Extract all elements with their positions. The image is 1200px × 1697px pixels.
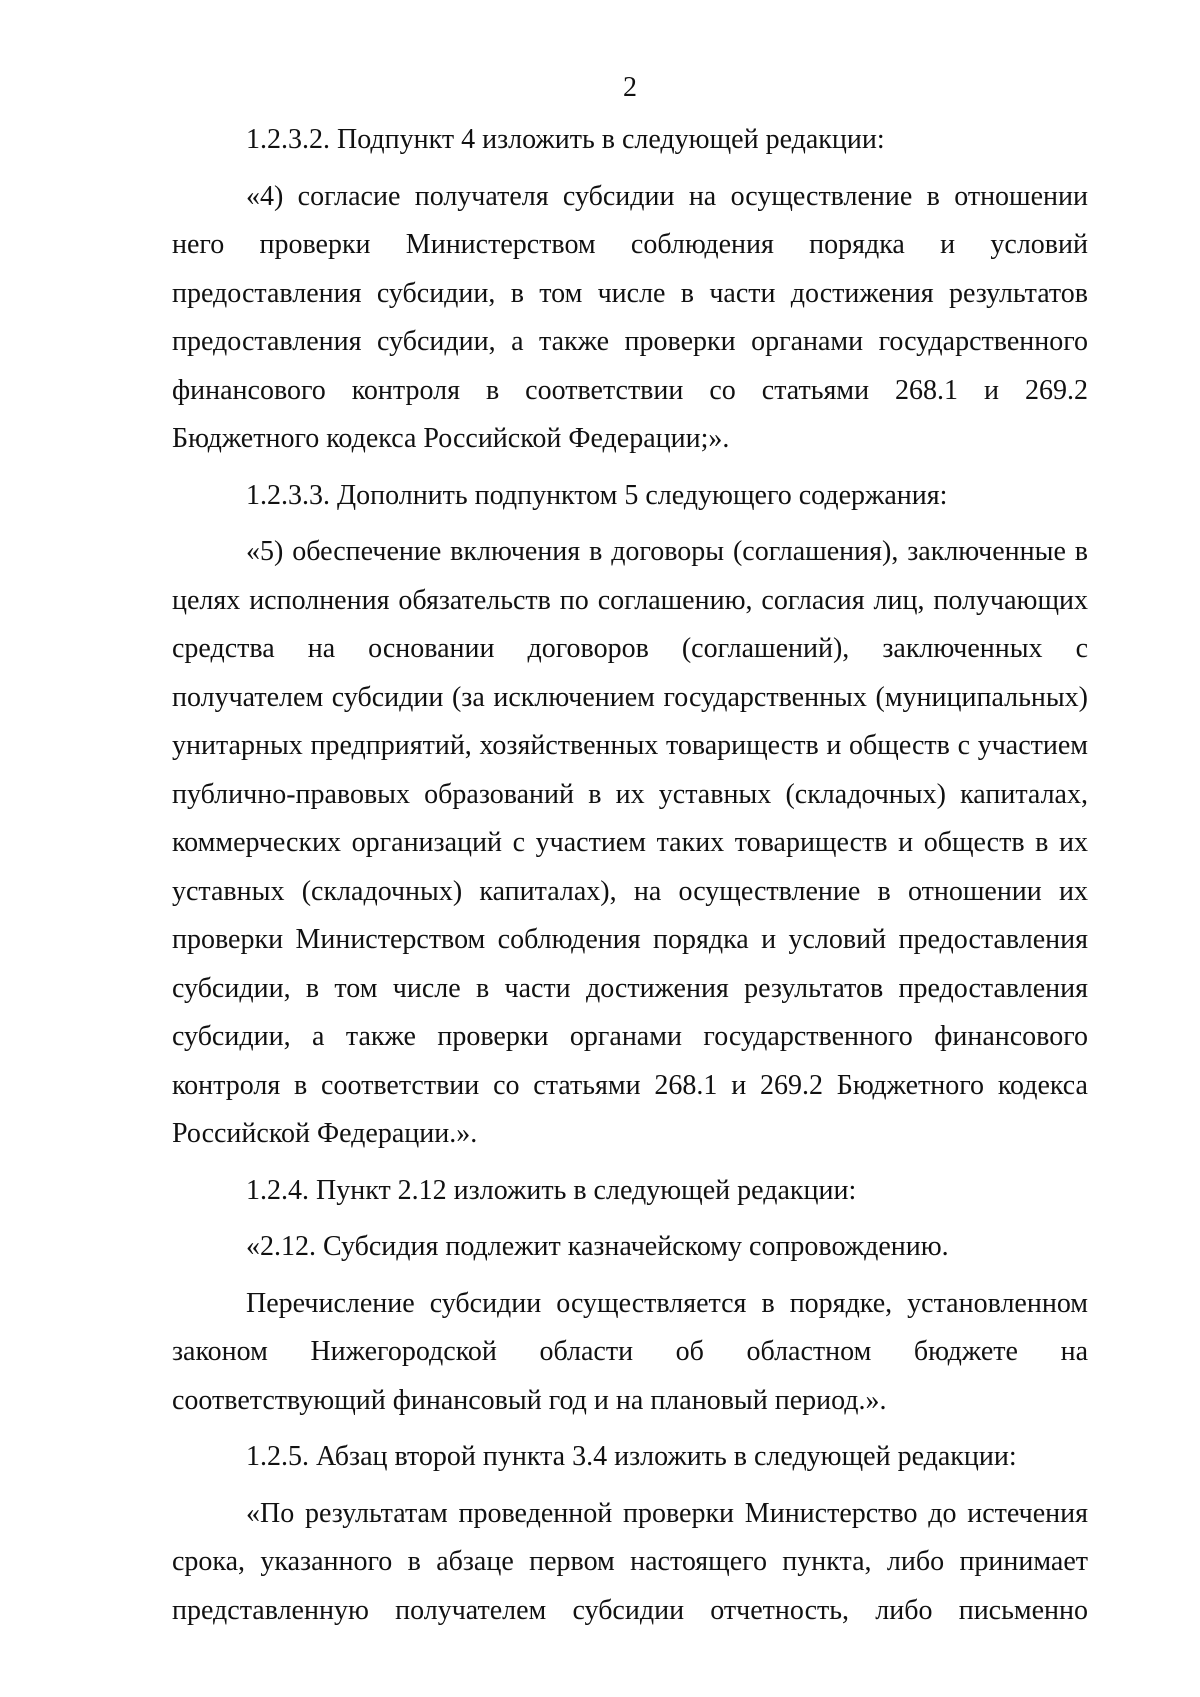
paragraph-2-12: «2.12. Субсидия подлежит казначейскому сопровождению. (246, 1231, 949, 1262)
paragraph-1-2-3-2: 1.2.3.2. Подпункт 4 изложить в следующей редакции: (246, 124, 885, 155)
paragraph-1-2-4: 1.2.4. Пункт 2.12 изложить в следующей редакции: (246, 1174, 857, 1206)
paragraph-transfer: Перечисление субсидии осуществляется в порядке, установленном законом Нижегородской области об областном бюджете на соответствующий финансовый год и на плановый период.». (172, 1287, 1088, 1416)
paragraph-1-2-3-3: 1.2.3.3. Дополнить подпунктом 5 следующего содержания: (246, 479, 948, 511)
paragraph-subitem-4: «4) согласие получателя субсидии на осуществление в отношении него проверки Министерством соблюдения порядка и условий предоставления субсидии, в том числе в части достижения результатов предоставления субсидии, а также проверки органами государственного финансового контроля в соответствии со статьями 268.1 и 269.2 Бюджетного кодекса Российской Федерации;». (172, 180, 1088, 454)
paragraph-1-2-5: 1.2.5. Абзац второй пункта 3.4 изложить в следующей редакции: (246, 1441, 1017, 1472)
paragraph-inspection-results: «По результатам проведенной проверки Министерство до истечения срока, указанного в абзаце первом настоящего пункта, либо принимает представленную получателем субсидии отчетность, либо письменно (172, 1497, 1088, 1626)
document-page (172, 68, 1088, 1643)
paragraph-subitem-5: «5) обеспечение включения в договоры (соглашения), заключенные в целях исполнения обязательств по соглашению, согласия лиц, получающих средства на основании договоров (соглашений), заключенных с получателем субсидии (за исключением государственных (муниципальных) унитарных предприятий, хозяйственных товариществ и обществ с участием публично-правовых образований в их уставных (складочных) капиталах, коммерческих организаций с участием таких товариществ и обществ в их уставных (складочных) капиталах), на осуществление в отношении их проверки Министерством соблюдения порядка и условий предоставления субсидии, в том числе в части достижения результатов предоставления субсидии, а также проверки органами государственного финансового контроля в соответствии со статьями 268.1 и 269.2 Бюджетного кодекса Российской Федерации.». (172, 536, 1088, 1149)
page-number: 2 (623, 72, 637, 103)
